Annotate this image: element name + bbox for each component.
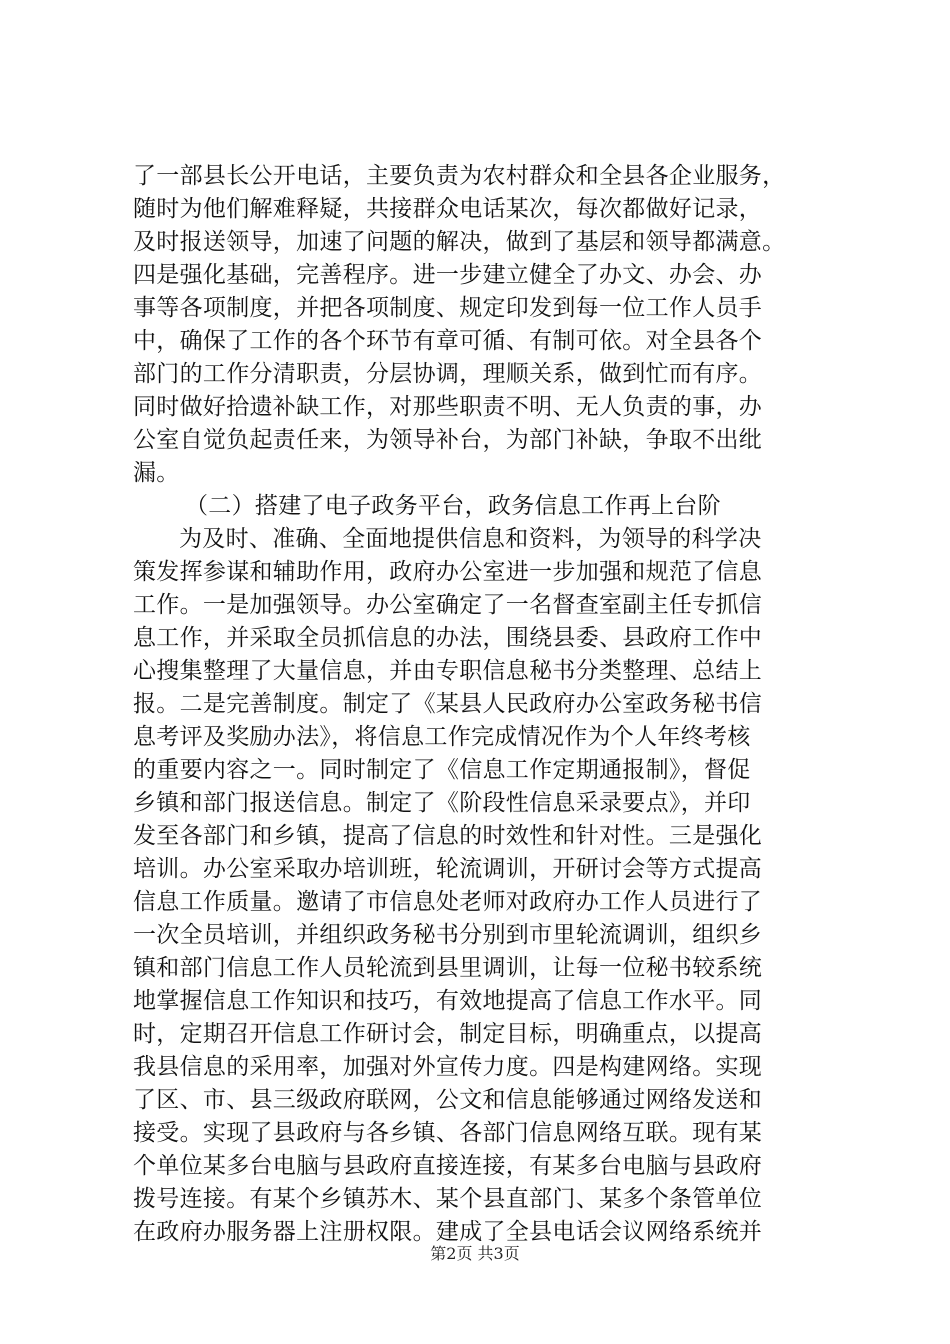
text-line: 同时做好拾遗补缺工作，对那些职责不明、无人负责的事，办	[133, 394, 763, 420]
text-line: 随时为他们解难释疑，共接群众电话某次，每次都做好记录，	[133, 196, 763, 222]
text-line: 为及时、准确、全面地提供信息和资料，为领导的科学决	[179, 526, 762, 552]
text-line: 工作。一是加强领导。办公室确定了一名督查室副主任专抓信	[133, 592, 763, 618]
text-line: 地掌握信息工作知识和技巧，有效地提高了信息工作水平。同	[133, 988, 763, 1014]
text-line: 乡镇和部门报送信息。制定了《阶段性信息采录要点》，并印	[133, 790, 751, 816]
text-line: 及时报送领导，加速了问题的解决，做到了基层和领导都满意。	[133, 229, 786, 255]
page-indicator: 第2页 共3页	[430, 1244, 520, 1263]
text-line: 拨号连接。有某个乡镇苏木、某个县直部门、某多个条管单位	[133, 1186, 763, 1212]
text-line: 了一部县长公开电话，主要负责为农村群众和全县各企业服务，	[133, 163, 786, 189]
text-line: 接受。实现了县政府与各乡镇、各部门信息网络互联。现有某	[133, 1120, 763, 1146]
text-line: 了区、市、县三级政府联网，公文和信息能够通过网络发送和	[133, 1087, 763, 1113]
text-line: 策发挥参谋和辅助作用，政府办公室进一步加强和规范了信息	[133, 559, 763, 585]
text-line: 个单位某多台电脑与县政府直接连接，有某多台电脑与县政府	[133, 1153, 763, 1179]
text-line: 心搜集整理了大量信息，并由专职信息秘书分类整理、总结上	[133, 658, 763, 684]
text-line: 四是强化基础，完善程序。进一步建立健全了办文、办会、办	[133, 262, 763, 288]
section-heading: （二）搭建了电子政务平台，政务信息工作再上台阶	[185, 493, 721, 519]
text-line: 镇和部门信息工作人员轮流到县里调训，让每一位秘书较系统	[133, 955, 763, 981]
text-line: 在政府办服务器上注册权限。建成了全县电话会议网络系统并	[133, 1219, 763, 1245]
text-line: 漏。	[133, 460, 180, 486]
text-line: 息工作，并采取全员抓信息的办法，围绕县委、县政府工作中	[133, 625, 763, 651]
document-body	[133, 160, 833, 1249]
text-line: 报。二是完善制度。制定了《某县人民政府办公室政务秘书信	[133, 691, 763, 717]
text-line: 中，确保了工作的各个环节有章可循、有制可依。对全县各个	[133, 328, 763, 354]
text-line: 培训。办公室采取办培训班，轮流调训，开研讨会等方式提高	[133, 856, 763, 882]
text-line: 息考评及奖励办法》，将信息工作完成情况作为个人年终考核	[133, 724, 751, 750]
text-line: 一次全员培训，并组织政务秘书分别到市里轮流调训，组织乡	[133, 922, 763, 948]
text-line: 我县信息的采用率，加强对外宣传力度。四是构建网络。实现	[133, 1054, 763, 1080]
text-line: 部门的工作分清职责，分层协调，理顺关系，做到忙而有序。	[133, 361, 763, 387]
text-line: 的重要内容之一。同时制定了《信息工作定期通报制》，督促	[133, 757, 751, 783]
text-line: 时，定期召开信息工作研讨会，制定目标，明确重点，以提高	[133, 1021, 763, 1047]
text-line: 事等各项制度，并把各项制度、规定印发到每一位工作人员手	[133, 295, 763, 321]
text-line: 发至各部门和乡镇，提高了信息的时效性和针对性。三是强化	[133, 823, 763, 849]
text-line: 信息工作质量。邀请了市信息处老师对政府办工作人员进行了	[133, 889, 763, 915]
text-line: 公室自觉负起责任来，为领导补台，为部门补缺，争取不出纰	[133, 427, 763, 453]
